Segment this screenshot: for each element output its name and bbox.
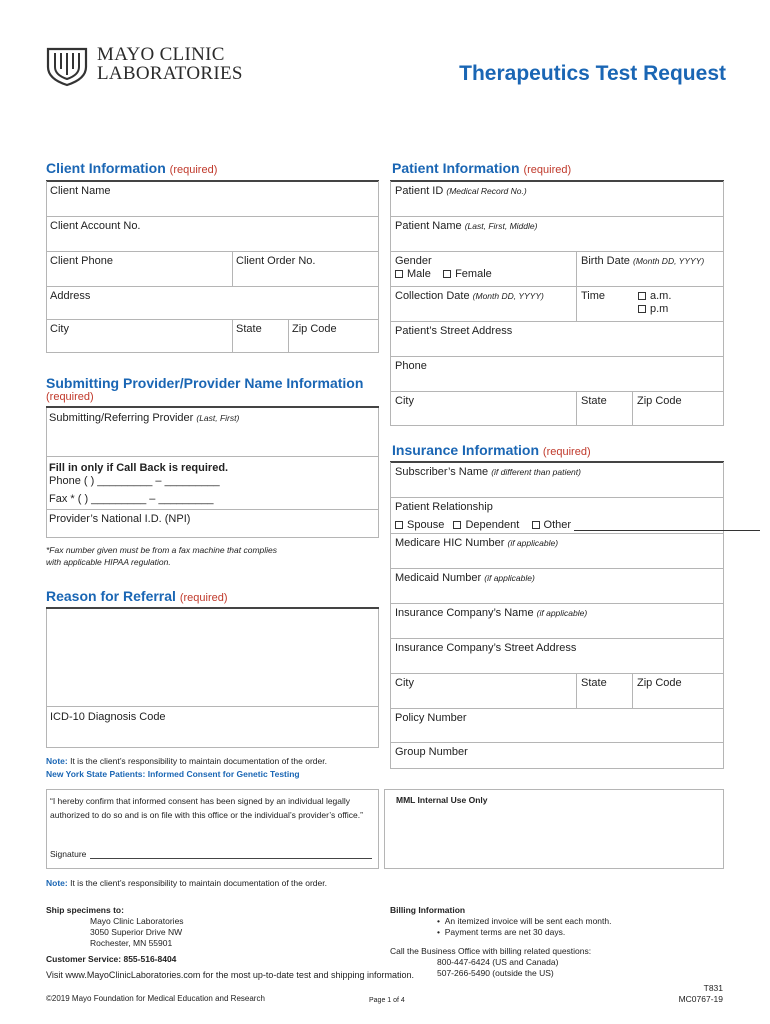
birth-date-hint: (Month DD, YYYY): [632, 256, 705, 266]
page-number: Page 1 of 4: [369, 997, 405, 1004]
patient-info-box: [390, 181, 724, 426]
provider-phone-field[interactable]: Phone ( ) _________ – _________: [49, 475, 220, 487]
client-city-field[interactable]: City: [50, 323, 69, 335]
billing-bullet-1: • An itemized invoice will be sent each month.: [437, 916, 612, 926]
patient-info-title: Patient Information: [392, 160, 520, 176]
client-name-field[interactable]: Client Name: [50, 185, 111, 197]
patient-info-required: (required): [523, 164, 572, 176]
spouse-label: Spouse: [407, 519, 445, 531]
gender-options: [395, 268, 492, 280]
customer-service: Customer Service: 855-516-8404: [46, 954, 177, 964]
note-label: Note:: [46, 756, 68, 766]
patient-state-field[interactable]: State: [581, 395, 607, 407]
insurance-heading: [392, 442, 591, 458]
note-text: It is the client’s responsibility to maintain documentation of the order.: [67, 756, 327, 766]
billing-phone-2: 507-266-5490 (outside the US): [437, 968, 554, 978]
medicaid-label: Medicaid Number: [395, 572, 482, 584]
subscriber-hint: (if different than patient): [491, 467, 581, 477]
medicare-field[interactable]: [395, 537, 558, 549]
provider-fax-field[interactable]: Fax * ( ) _________ – _________: [49, 493, 214, 505]
mayo-shield-icon: [45, 45, 89, 87]
referral-reason-box[interactable]: [46, 609, 379, 748]
copyright: ©2019 Mayo Foundation for Medical Education and Research: [46, 994, 265, 1003]
form-code-2: MC0767-19: [678, 994, 723, 1004]
insurance-address-field[interactable]: Insurance Company’s Street Address: [395, 642, 577, 654]
policy-number-field[interactable]: Policy Number: [395, 712, 467, 724]
other-label: Other: [543, 519, 572, 531]
insurance-company-label: Insurance Company’s Name: [395, 607, 534, 619]
ship-address-line1: Mayo Clinic Laboratories: [90, 916, 184, 926]
fax-note-line1: *Fax number given must be from a fax machine that complies: [46, 545, 278, 555]
male-checkbox[interactable]: [395, 270, 403, 278]
spouse-checkbox[interactable]: [395, 521, 403, 529]
client-info-heading: [46, 160, 217, 176]
patient-name-field[interactable]: [395, 220, 537, 232]
other-text-line[interactable]: [574, 521, 760, 531]
note2-label: Note:: [46, 878, 68, 888]
consent-line1: “I hereby confirm that informed consent has been signed by an individual legally: [50, 796, 351, 806]
ship-specimens-label: Ship specimens to:: [46, 905, 124, 915]
ship-address-line3: Rochester, MN 55901: [90, 938, 173, 948]
insurance-state-field[interactable]: State: [581, 677, 607, 689]
patient-zip-field[interactable]: Zip Code: [637, 395, 682, 407]
documentation-note: [46, 756, 327, 766]
group-number-field[interactable]: Group Number: [395, 746, 468, 758]
insurance-title: Insurance Information: [392, 442, 540, 458]
mml-internal-label: MML Internal Use Only: [396, 795, 488, 805]
patient-name-hint: (Last, First, Middle): [464, 221, 538, 231]
client-zip-field[interactable]: Zip Code: [292, 323, 337, 335]
billing-line2: Payment terms are net 30 days.: [444, 927, 566, 937]
am-label: a.m.: [650, 290, 672, 302]
pm-checkbox[interactable]: [638, 305, 646, 313]
patient-info-heading: [392, 160, 571, 176]
medicare-label: Medicare HIC Number: [395, 537, 505, 549]
fax-note-line2: with applicable HIPAA regulation.: [46, 557, 171, 567]
female-label: Female: [455, 268, 492, 280]
client-phone-field[interactable]: Client Phone: [50, 255, 113, 267]
page-title: Therapeutics Test Request: [459, 62, 726, 85]
patient-id-label: Patient ID: [395, 185, 444, 197]
collection-date-field[interactable]: [395, 290, 544, 302]
billing-call-note: Call the Business Office with billing related questions:: [390, 946, 592, 956]
medicare-hint: (if applicable): [507, 538, 559, 548]
pm-label: p.m: [650, 303, 669, 315]
patient-name-label: Patient Name: [395, 220, 462, 232]
callback-note: Fill in only if Call Back is required.: [49, 462, 229, 474]
provider-required: (required): [46, 391, 94, 403]
client-info-required: (required): [169, 164, 218, 176]
visit-website-note: Visit www.MayoClinicLaboratories.com for the most up-to-date test and shipping information.: [46, 970, 415, 980]
insurance-city-field[interactable]: City: [395, 677, 414, 689]
provider-heading: Submitting Provider/Provider Name Information: [46, 375, 364, 391]
gender-label: Gender: [395, 255, 432, 267]
referring-provider-label: Submitting/Referring Provider: [49, 412, 194, 424]
client-account-field[interactable]: Client Account No.: [50, 220, 141, 232]
medicaid-field[interactable]: [395, 572, 535, 584]
birth-date-label: Birth Date: [581, 255, 630, 267]
relationship-options: [395, 519, 760, 531]
medicaid-hint: (if applicable): [484, 573, 535, 583]
male-label: Male: [407, 268, 431, 280]
collection-date-hint: (Month DD, YYYY): [472, 291, 544, 301]
dependent-label: Dependent: [465, 519, 520, 531]
logo-line2: LABORATORIES: [97, 63, 243, 84]
client-order-field[interactable]: Client Order No.: [236, 255, 316, 267]
relationship-label: Patient Relationship: [395, 501, 493, 513]
mayo-logo: [45, 45, 265, 90]
signature-line[interactable]: [90, 858, 372, 859]
billing-info-label: Billing Information: [390, 905, 466, 915]
dependent-checkbox[interactable]: [453, 521, 461, 529]
logo-line1: MAYO CLINIC: [97, 44, 225, 65]
client-state-field[interactable]: State: [236, 323, 262, 335]
ship-address-line2: 3050 Superior Drive NW: [90, 927, 183, 937]
am-option: [638, 290, 671, 302]
referring-provider-field[interactable]: [49, 412, 239, 424]
insurance-company-hint: (if applicable): [536, 608, 588, 618]
patient-street-field[interactable]: Patient’s Street Address: [395, 325, 513, 337]
insurance-required: (required): [542, 446, 591, 458]
billing-line1: An itemized invoice will be sent each month.: [444, 916, 612, 926]
referral-required: (required): [179, 592, 228, 604]
collection-date-label: Collection Date: [395, 290, 470, 302]
client-address-field[interactable]: Address: [50, 290, 91, 302]
ny-consent-heading: New York State Patients: Informed Consent for Genetic Testing: [46, 769, 300, 779]
birth-date-field[interactable]: [581, 255, 704, 267]
form-code-1: T831: [703, 983, 723, 993]
patient-phone-field[interactable]: Phone: [395, 360, 427, 372]
patient-id-field[interactable]: [395, 185, 527, 197]
provider-npi-field[interactable]: Provider’s National I.D. (NPI): [49, 513, 191, 525]
insurance-zip-field[interactable]: Zip Code: [637, 677, 682, 689]
other-checkbox[interactable]: [532, 521, 540, 529]
referring-provider-hint: (Last, First): [196, 413, 240, 423]
insurance-company-field[interactable]: [395, 607, 587, 619]
am-checkbox[interactable]: [638, 292, 646, 300]
billing-bullet-2: • Payment terms are net 30 days.: [437, 927, 566, 937]
referral-heading: [46, 588, 228, 604]
client-info-title: Client Information: [46, 160, 166, 176]
time-label: Time: [581, 290, 606, 302]
billing-phone-1: 800-447-6424 (US and Canada): [437, 957, 559, 967]
subscriber-field[interactable]: [395, 466, 581, 478]
patient-id-hint: (Medical Record No.): [446, 186, 527, 196]
pm-option: [638, 303, 668, 315]
subscriber-label: Subscriber’s Name: [395, 466, 489, 478]
female-checkbox[interactable]: [443, 270, 451, 278]
documentation-note-2: [46, 878, 327, 888]
note2-text: It is the client’s responsibility to maintain documentation of the order.: [67, 878, 327, 888]
patient-city-field[interactable]: City: [395, 395, 414, 407]
icd10-field[interactable]: ICD-10 Diagnosis Code: [50, 711, 166, 723]
signature-label: Signature: [50, 849, 87, 859]
consent-line2: authorized to do so and is on file with this office or the individual’s provider’s office.”: [50, 810, 363, 820]
referral-title: Reason for Referral: [46, 588, 176, 604]
